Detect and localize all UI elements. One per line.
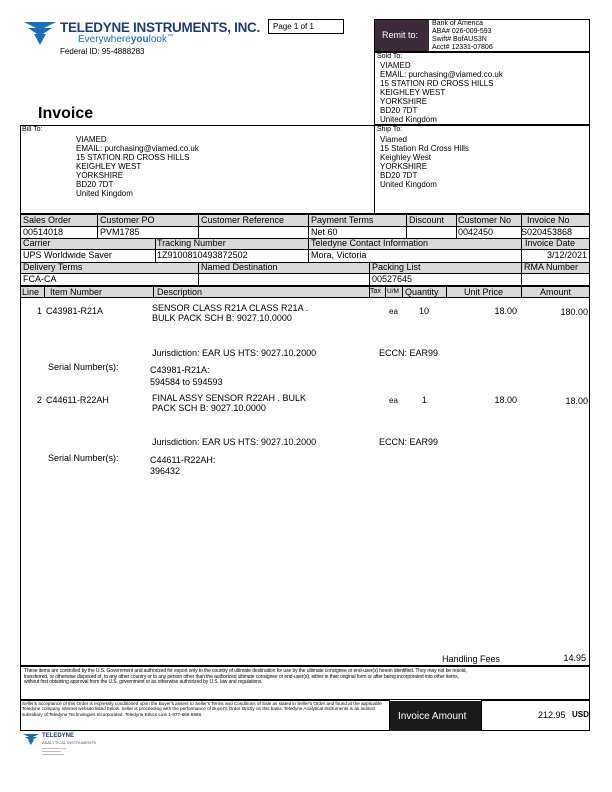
grid-line (20, 238, 590, 239)
grid-line (20, 297, 590, 298)
grid-line (521, 286, 522, 297)
line-number: 1 (37, 306, 43, 316)
customer-ref-header: Customer Reference (201, 215, 285, 225)
payment-terms-value: Net 60 (311, 227, 338, 237)
grid-line (446, 286, 447, 297)
item-description: FINAL ASSY SENSOR R22AH . BULK PACK SCH B: 9027.10.0000 (152, 393, 307, 413)
customer-po-value: PVM1785 (100, 227, 140, 237)
col-quantity: Quantity (405, 287, 439, 297)
tagline-suffix: look (148, 34, 167, 45)
col-line: Line (22, 287, 40, 297)
item-amount: 180.00 (560, 307, 588, 317)
company-tagline: Everywhereyoulook™ (78, 34, 173, 45)
customer-no-header: Customer No (458, 215, 512, 225)
grid-line (198, 214, 199, 238)
ship-to-address: Viamed 15 Station Rd Cross Hills Keighley West YORKSHIRE BD20 7DT United Kingdom (380, 135, 469, 189)
remit-details: Bank of America ABA# 026-009-593 Swift# BofAUS3N Acct# 12331-07806 (432, 20, 493, 51)
page-indicator (268, 19, 344, 34)
invoice-amount-value: 212.95 (538, 710, 566, 720)
tagline-prefix: Everywhere (78, 34, 131, 45)
order-header-row-3 (21, 262, 589, 273)
company-logo (22, 20, 272, 50)
sold-to-address: VIAMED EMAIL: purchasing@viamed.co.uk 15 STATION RD CROSS HILLS KEIGHLEY WEST YORKSHIRE BD20 7DT United Kingdom (380, 61, 503, 124)
contact-value: Mora, Victoria (311, 250, 367, 260)
federal-id: Federal ID: 95-4888283 (60, 47, 145, 56)
order-header-row-2 (21, 238, 589, 249)
item-eccn: ECCN: EAR99 (379, 437, 439, 447)
page-label: Page 1 of 1 (273, 22, 314, 31)
payment-terms-header: Payment Terms (311, 215, 374, 225)
item-unit-price: 18.00 (494, 306, 517, 316)
grid-line (20, 273, 590, 274)
footer-logo-sub: ANALYTICAL INSTRUMENTS (42, 740, 97, 745)
invoice-date-value: 3/12/2021 (546, 250, 587, 260)
line-items-header-row (21, 287, 589, 297)
customer-no-value: 0042450 (458, 227, 494, 237)
item-jurisdiction: Jurisdiction: EAR US HTS: 9027.10.2000 (152, 348, 317, 358)
item-eccn: ECCN: EAR99 (379, 348, 439, 358)
delivery-terms-value: FCA-CA (23, 274, 57, 284)
item-um: ea (389, 396, 398, 405)
discount-header: Discount (409, 215, 445, 225)
serial-label: Serial Number(s): (48, 362, 119, 372)
serial-label: Serial Number(s): (48, 453, 119, 463)
sold-to-label: Sold To: (377, 53, 403, 60)
terms-notice: Seller's acceptance of this Order is expressly conditioned upon the Buyer's assent to Seller's Terms and Conditions of Sale as stated in Seller's Order and found at the applicable Teledyne company internet website listed below. Seller is proceeding with the performance of Buyer's Order strictly on this basis. Teledyne Analytical Instruments is an indirect subsidiary of Teledyne Technologies Incorporated. Teledyne Ethics Line 1-877-666-6968. (22, 701, 382, 717)
carrier-header: Carrier (23, 238, 51, 248)
line-number: 2 (37, 395, 43, 405)
export-notice: These items are controlled by the U.S. Government and authorized for export only to the country of ultimate destination for use by the ultimate consignee or end-user(s) herein identified. They may not be resold, transferred, or otherwise disposed of, to any other country or to any person other than the authorized ultimate consignee or end-user(s), either in their original form or after being incorporated into other items, without first obtaining approval from the U.S. government or as otherwise authorized by U.S. law and regulations. (24, 668, 467, 686)
page-title: Invoice (38, 105, 94, 122)
packing-list-header: Packing List (372, 262, 421, 272)
handling-label: Handling Fees (442, 654, 501, 664)
item-description: SENSOR CLASS R21A CLASS R21A . BULK PACK SCH B: 9027.10.0000 (152, 303, 309, 323)
grid-line (369, 262, 370, 286)
item-jurisdiction: Jurisdiction: EAR US HTS: 9027.10.2000 (152, 437, 317, 447)
tagline-you: you (130, 34, 149, 45)
contact-header: Teledyne Contact Information (311, 238, 429, 248)
grid-line (198, 262, 199, 286)
footer-logo (22, 733, 97, 763)
invoice-amount-currency: USD (572, 710, 589, 719)
footer-logo-name: TELEDYNE (42, 733, 75, 739)
packing-list-value: 00527645 (372, 274, 413, 284)
item-um: ea (389, 307, 398, 316)
remit-label-cell (375, 20, 429, 51)
carrier-value: UPS Worldwide Saver (23, 250, 112, 260)
bill-to-label: Bill To: (22, 126, 43, 133)
grid-line (155, 238, 156, 262)
serial-numbers: C44611-R22AH: 396432 (150, 455, 216, 476)
grid-line (308, 238, 309, 262)
line-items-table (20, 286, 590, 666)
grid-line (406, 214, 407, 238)
col-description: Description (157, 287, 203, 297)
handling-value: 14.95 (563, 653, 586, 663)
col-amount: Amount (540, 287, 572, 297)
footer-logo-lines (42, 746, 66, 760)
delivery-terms-header: Delivery Terms (23, 262, 83, 272)
col-item: Item Number (50, 287, 103, 297)
sales-order-value: 00514018 (23, 227, 64, 237)
grid-line (20, 262, 590, 263)
remit-label: Remit to: (382, 30, 419, 40)
grid-line (385, 286, 386, 297)
grid-line (153, 286, 154, 297)
rma-header: RMA Number (524, 262, 579, 272)
col-unit-price: Unit Price (464, 287, 504, 297)
invoice-no-header: Invoice No (527, 215, 570, 225)
ship-to-label: Ship To: (377, 126, 403, 133)
item-qty: 10 (419, 306, 430, 316)
invoice-date-header: Invoice Date (525, 238, 576, 248)
grid-line (97, 214, 98, 238)
grid-line (308, 214, 309, 238)
tracking-header: Tracking Number (157, 238, 226, 248)
item-unit-price: 18.00 (494, 395, 517, 405)
grid-line (44, 286, 45, 297)
item-number: C43981-R21A (46, 306, 104, 316)
company-name: TELEDYNE INSTRUMENTS, INC. (60, 20, 260, 35)
item-qty: 1 (422, 395, 428, 405)
bill-to-address: VIAMED EMAIL: purchasing@viamed.co.uk 15 STATION RD CROSS HILLS KEIGHLEY WEST YORKSHIRE BD20 7DT United Kingdom (76, 135, 199, 198)
serial-numbers: C43981-R21A: 594584 to 594593 (150, 365, 223, 387)
col-tax: Tax (370, 288, 381, 295)
sales-order-header: Sales Order (23, 215, 72, 225)
named-dest-header: Named Destination (201, 262, 278, 272)
grid-line (456, 214, 457, 238)
teledyne-small-logo-icon (22, 733, 40, 745)
col-um: U/M (387, 288, 399, 295)
invoice-amount-label: Invoice Amount (398, 711, 467, 722)
invoice-amount-label-cell (390, 701, 481, 731)
teledyne-logo-icon (22, 20, 58, 46)
customer-po-header: Customer PO (100, 215, 155, 225)
item-amount: 18.00 (565, 396, 588, 406)
tracking-value: 1Z9100810493872502 (157, 250, 248, 260)
item-number: C44611-R22AH (46, 395, 109, 405)
address-divider (374, 125, 375, 214)
invoice-no-value: S020453868 (521, 227, 573, 237)
grid-line (402, 286, 403, 297)
